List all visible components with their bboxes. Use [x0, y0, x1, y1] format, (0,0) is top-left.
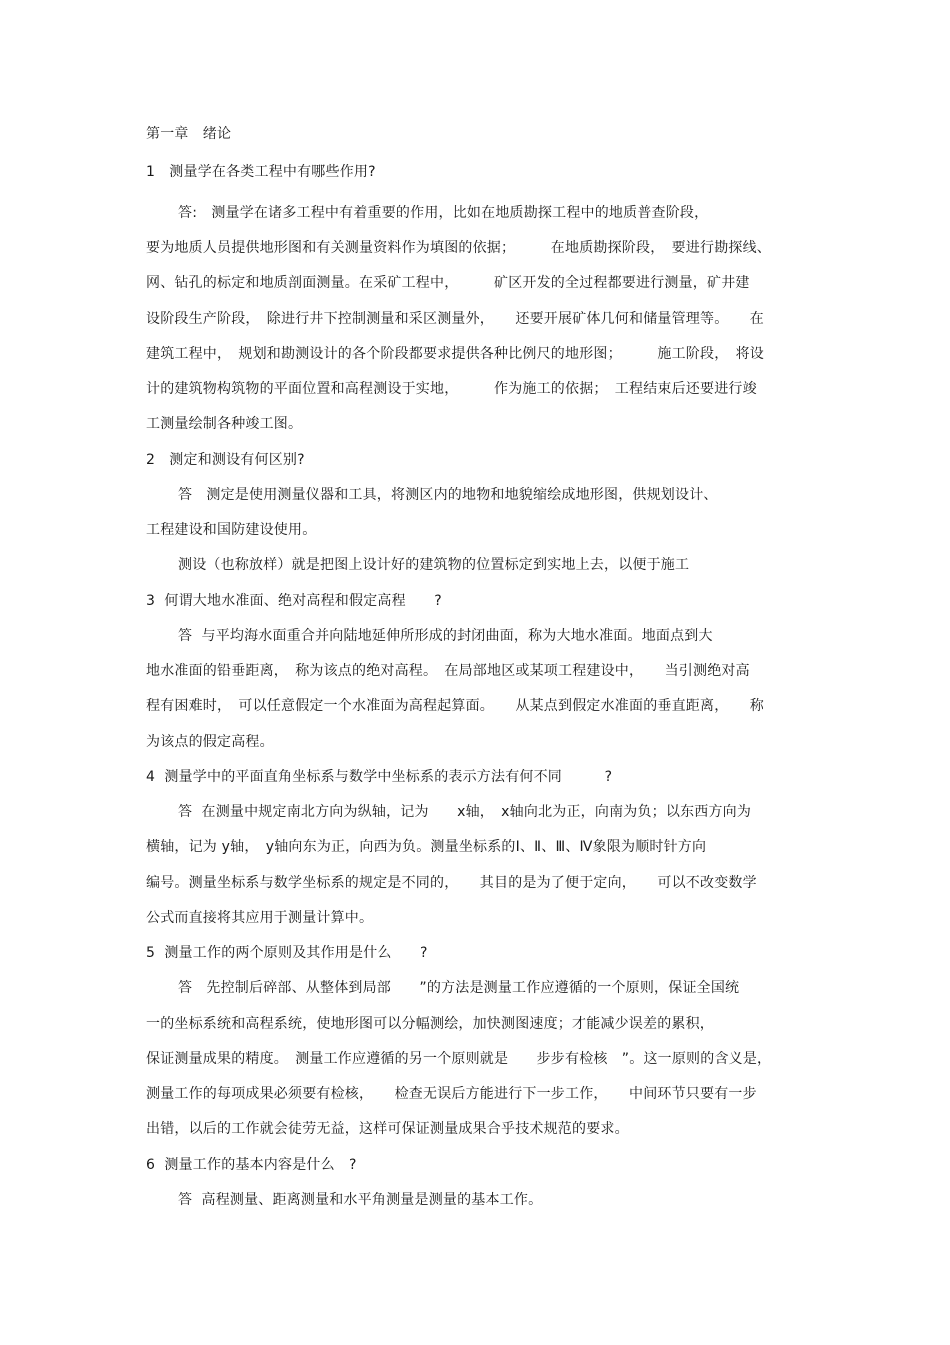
answer-line: 工测量绘制各种竣工图。: [146, 416, 303, 432]
answer-line: 测设（也称放样）就是把图上设计好的建筑物的位置标定到实地上去，以便于施工: [178, 557, 690, 573]
answer-line: 为该点的假定高程。: [146, 734, 274, 750]
question-4: 4 测量学中的平面直角坐标系与数学中坐标系的表示方法有何不同 ?: [146, 769, 613, 785]
answer-line: 程有困难时， 可以任意假定一个水准面为高程起算面。 从某点到假定水准面的垂直距离， 称: [146, 698, 764, 714]
answer-line: 答 与平均海水面重合并向陆地延伸所形成的封闭曲面，称为大地水准面。地面点到大: [178, 628, 713, 644]
chapter-title: 第一章 绪论: [146, 126, 232, 142]
question-3: 3 何谓大地水准面、绝对高程和假定高程 ?: [146, 593, 442, 609]
answer-line: 答 在测量中规定南北方向为纵轴，记为 x轴， x轴向北为正，向南为负；以东西方向为: [178, 804, 752, 820]
answer-line: 要为地质人员提供地形图和有关测量资料作为填图的依据； 在地质勘探阶段， 要进行勘探线、: [146, 240, 771, 256]
answer-line: 网、钻孔的标定和地质剖面测量。在采矿工程中， 矿区开发的全过程都要进行测量，矿井建: [146, 275, 750, 291]
question-1: 1 测量学在各类工程中有哪些作用?: [146, 164, 376, 180]
answer-line: 工程建设和国防建设使用。: [146, 522, 317, 538]
answer-line: 计的建筑物构筑物的平面位置和高程测设于实地， 作为施工的依据； 工程结束后还要进行竣: [146, 381, 757, 397]
answer-line: 测量工作的每项成果必须要有检核， 检查无误后方能进行下一步工作， 中间环节只要有一步: [146, 1086, 757, 1102]
answer-line: 答: 测量学在诸多工程中有着重要的作用，比如在地质勘探工程中的地质普查阶段，: [178, 205, 709, 221]
answer-line: 保证测量成果的精度。 测量工作应遵循的另一个原则就是 步步有检核 ”。这一原则的含义是，: [146, 1051, 772, 1067]
answer-line: 建筑工程中， 规划和勘测设计的各个阶段都要求提供各种比例尺的地形图； 施工阶段， 将设: [146, 346, 764, 362]
answer-line: 地水准面的铅垂距离， 称为该点的绝对高程。 在局部地区或某项工程建设中， 当引测绝对高: [146, 663, 750, 679]
question-6: 6 测量工作的基本内容是什么 ?: [146, 1157, 357, 1173]
answer-line: 编号。测量坐标系与数学坐标系的规定是不同的， 其目的是为了便于定向， 可以不改变数学: [146, 875, 757, 891]
answer-line: 设阶段生产阶段， 除进行井下控制测量和采区测量外， 还要开展矿体几何和储量管理等。 在: [146, 311, 764, 327]
answer-line: 横轴，记为 y轴， y轴向东为正，向西为负。测量坐标系的Ⅰ、Ⅱ、Ⅲ、Ⅳ象限为顺时针方向: [146, 839, 707, 855]
answer-line: 答 先控制后碎部、从整体到局部 ”的方法是测量工作应遵循的一个原则，保证全国统: [178, 980, 740, 996]
answer-line: 出错，以后的工作就会徒劳无益，这样可保证测量成果合乎技术规范的要求。: [146, 1121, 629, 1137]
answer-line: 答 高程测量、距离测量和水平角测量是测量的基本工作。: [178, 1192, 543, 1208]
answer-line: 公式而直接将其应用于测量计算中。: [146, 910, 374, 926]
answer-line: 答 测定是使用测量仪器和工具，将测区内的地物和地貌缩绘成地形图，供规划设计、: [178, 487, 718, 503]
question-2: 2 测定和测设有何区别?: [146, 452, 305, 468]
answer-line: 一的坐标系统和高程系统，使地形图可以分幅测绘，加快测图速度；才能减少误差的累积，: [146, 1016, 714, 1032]
question-5: 5 测量工作的两个原则及其作用是什么 ?: [146, 945, 428, 961]
